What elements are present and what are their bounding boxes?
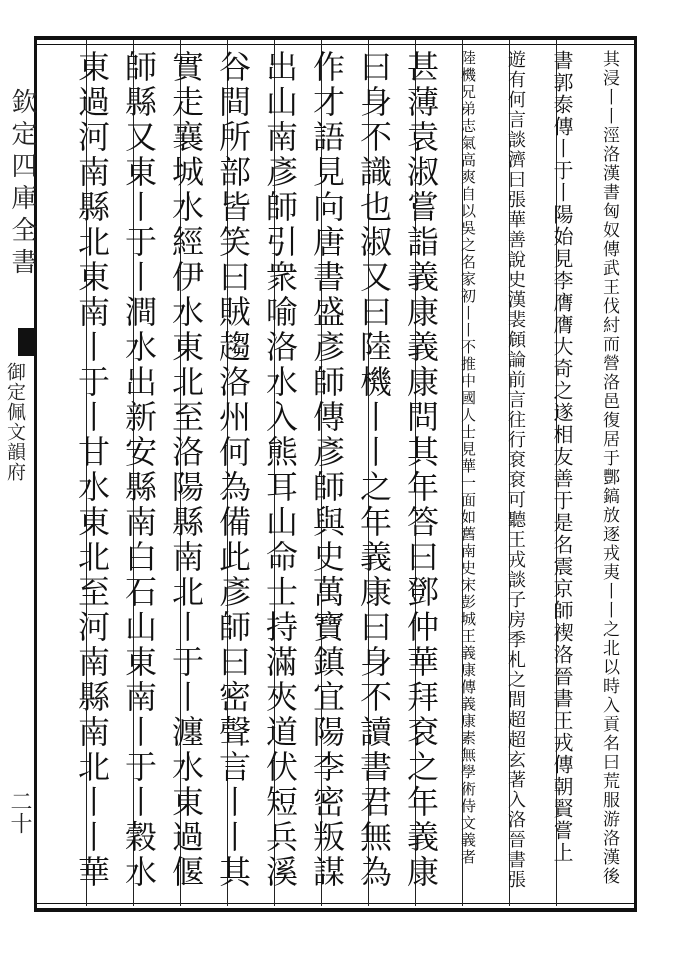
book-subtitle: 御定佩文韻府 — [4, 362, 26, 482]
frame-bottom-inner-border — [36, 903, 636, 904]
frame-top-border — [36, 36, 636, 40]
frame-top-inner-border — [36, 44, 636, 45]
fishtail-mark — [18, 328, 34, 356]
text-column: 甚薄袁淑嘗詣義康義康問其年答曰鄧仲華拜袞之年義康 — [402, 50, 440, 890]
text-column: 作才語見向唐書盛彥師傳彥師與史萬寶鎮宜陽李密叛謀 — [308, 50, 346, 890]
text-column: 其浸丨丨涇洛漢書匈奴傳武王伐紂而營洛邑復居于酆鎬放逐戎夷丨丨之北以時入貢名曰荒服游洛漢後 — [599, 50, 619, 886]
text-column: 曰身不識也淑又曰陸機丨丨之年義康曰身不讀書君無為 — [355, 50, 393, 890]
frame-bottom-border — [36, 908, 636, 912]
book-margin — [0, 40, 37, 900]
frame-right-border — [634, 36, 637, 912]
text-column: 書郭泰傳丨于丨陽始見李膺膺大奇之遂相友善于是名震京師禊洛晉書王戎傳朝賢嘗上 — [550, 50, 574, 864]
text-column: 陸機兄弟志氣高爽自以吳之名家初丨丨不推中國人士見華一面如舊南史宋彭城王義康傳義康素無學術侍文義者 — [459, 50, 477, 866]
text-column: 實走襄城水經伊水東北至洛陽縣南北丨于丨瀍水東過偃 — [167, 50, 205, 890]
text-column: 谷間所部皆笑曰賊趨洛州何為備此彥師曰密聲言丨丨其 — [214, 50, 252, 890]
text-column: 東過河南縣北東南丨于丨甘水東北至河南縣南北丨丨華 — [73, 50, 111, 890]
book-title: 欽定四庫全書 — [7, 88, 37, 280]
text-column: 遊有何言談濟曰張華善說史漢裴頠論前言往行袞袞可聽王戎談子房季札之間超超玄著入洛晉書張 — [505, 50, 526, 890]
text-column: 出山南彥師引衆喻洛水入熊耳山命士持滿夾道伏短兵溪 — [261, 50, 299, 890]
page-number: 二十 — [7, 790, 32, 834]
text-column: 師縣又東丨于丨澗水出新安縣南白石山東南丨于丨穀水 — [120, 50, 158, 890]
